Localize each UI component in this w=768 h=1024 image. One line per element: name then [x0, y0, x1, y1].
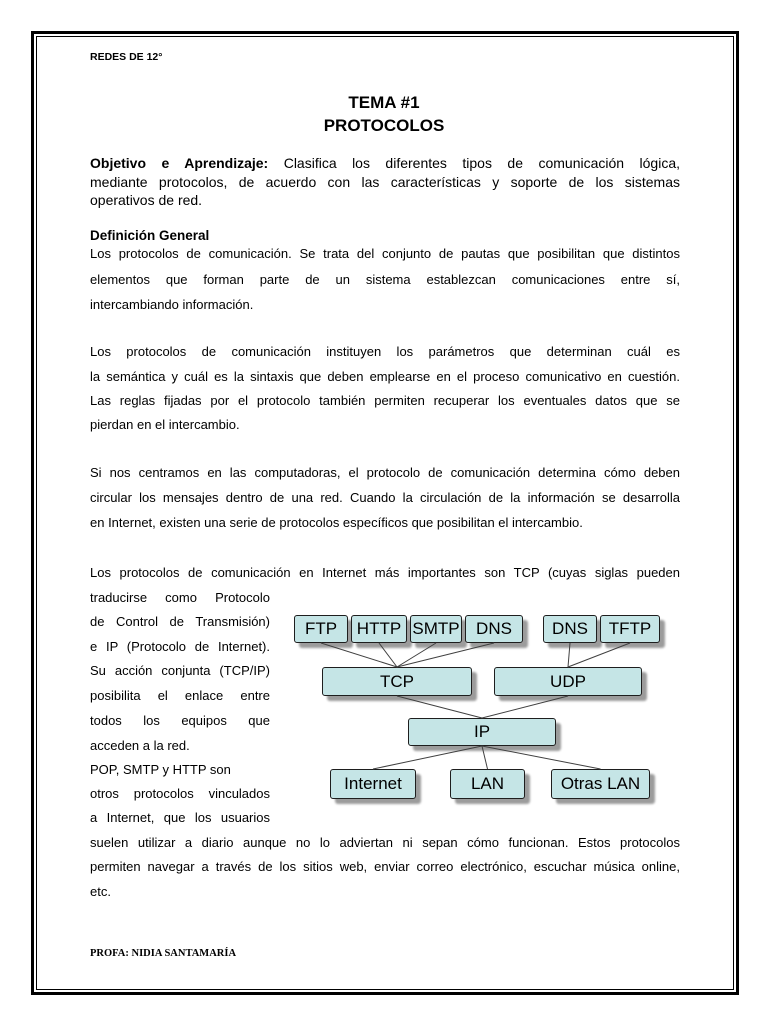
paragraph-line: intercambiando información.: [90, 297, 254, 312]
column-line: e IP (Protocolo de Internet).: [90, 639, 270, 654]
document-title-subject: PROTOCOLOS: [323, 116, 445, 135]
column-line: Su acción conjunta (TCP/IP): [90, 663, 270, 678]
objective-line-2: mediante protocolos, de acuerdo con las características y soporte de los sistemas: [90, 174, 680, 190]
protocol-box-ip: IP: [408, 718, 556, 746]
paragraph-line: circular los mensajes dentro de una red. Cuando la circulación de la información se desarrolla: [90, 490, 680, 505]
connector-line: [482, 746, 488, 769]
column-line: POP, SMTP y HTTP son: [90, 762, 231, 777]
network-box-otras-lan: Otras LAN: [551, 769, 650, 799]
column-line: traducirse como Protocolo: [90, 590, 270, 605]
objective-text: Clasifica los diferentes tipos de comunicación lógica,: [283, 155, 680, 171]
connector-line: [373, 746, 482, 769]
network-box-lan: LAN: [450, 769, 525, 799]
protocol-box-dns-tcp: DNS: [465, 615, 523, 643]
paragraph-line: etc.: [90, 884, 111, 899]
protocol-diagram: [285, 605, 670, 810]
objective-label: Objetivo e Aprendizaje:: [90, 155, 269, 171]
protocol-box-udp: UDP: [494, 667, 642, 696]
paragraph-line: suelen utilizar a diario aunque no lo adviertan ni sepan cómo funcionan. Estos protocolos: [90, 835, 680, 850]
paragraph-line: Los protocolos de comunicación en Internet más importantes son TCP (cuyas siglas pueden: [90, 565, 680, 580]
connector-line: [397, 696, 482, 718]
paragraph-line: la semántica y cuál es la sintaxis que deben emplearse en el proceso comunicativo en cuestión.: [90, 369, 680, 384]
section-heading: Definición General: [90, 228, 210, 243]
course-header: REDES DE 12°: [90, 51, 163, 63]
connector-line: [568, 643, 630, 667]
protocol-box-smtp: SMTP: [410, 615, 462, 643]
paragraph-line: Los protocolos de comunicación. Se trata del conjunto de pautas que posibilitan que distintos: [90, 246, 680, 261]
network-box-internet: Internet: [330, 769, 416, 799]
connector-line: [482, 696, 568, 718]
connector-line: [397, 643, 494, 667]
column-line: de Control de Transmisión): [90, 614, 270, 629]
paragraph-line: elementos que forman parte de un sistema establezcan comunicaciones entre sí,: [90, 272, 680, 287]
objective-line-1: [90, 154, 680, 172]
connector-line: [379, 643, 397, 667]
connector-line: [397, 643, 436, 667]
paragraph-line: permiten navegar a través de los sitios web, enviar correo electrónico, escuchar música online,: [90, 859, 680, 874]
protocol-box-ftp: FTP: [294, 615, 348, 643]
paragraph-line: pierdan en el intercambio.: [90, 417, 240, 432]
paragraph-line: Las reglas fijadas por el protocolo también permiten recuperar los eventuales datos que se: [90, 393, 680, 408]
column-line: todos los equipos que: [90, 713, 270, 728]
column-line: a Internet, que los usuarios: [90, 810, 270, 825]
paragraph-line: Si nos centramos en las computadoras, el protocolo de comunicación determina cómo deben: [90, 465, 680, 480]
column-line: otros protocolos vinculados: [90, 786, 270, 801]
connector-line: [321, 643, 397, 667]
document-title-topic: TEMA #1: [348, 93, 420, 112]
objective-line-3: operativos de red.: [90, 192, 203, 208]
paragraph-line: Los protocolos de comunicación instituyen los parámetros que determinan cuál es: [90, 344, 680, 359]
protocol-box-tftp: TFTP: [600, 615, 660, 643]
column-line: acceden a la red.: [90, 738, 190, 753]
protocol-box-dns-udp: DNS: [543, 615, 597, 643]
protocol-box-tcp: TCP: [322, 667, 472, 696]
protocol-box-http: HTTP: [351, 615, 407, 643]
column-line: posibilita el enlace entre: [90, 688, 270, 703]
connector-line: [482, 746, 601, 769]
teacher-footer: PROFA: NIDIA SANTAMARÍA: [90, 948, 237, 959]
paragraph-line: en Internet, existen una serie de protocolos específicos que posibilitan el intercambio.: [90, 515, 583, 530]
connector-line: [568, 643, 570, 667]
